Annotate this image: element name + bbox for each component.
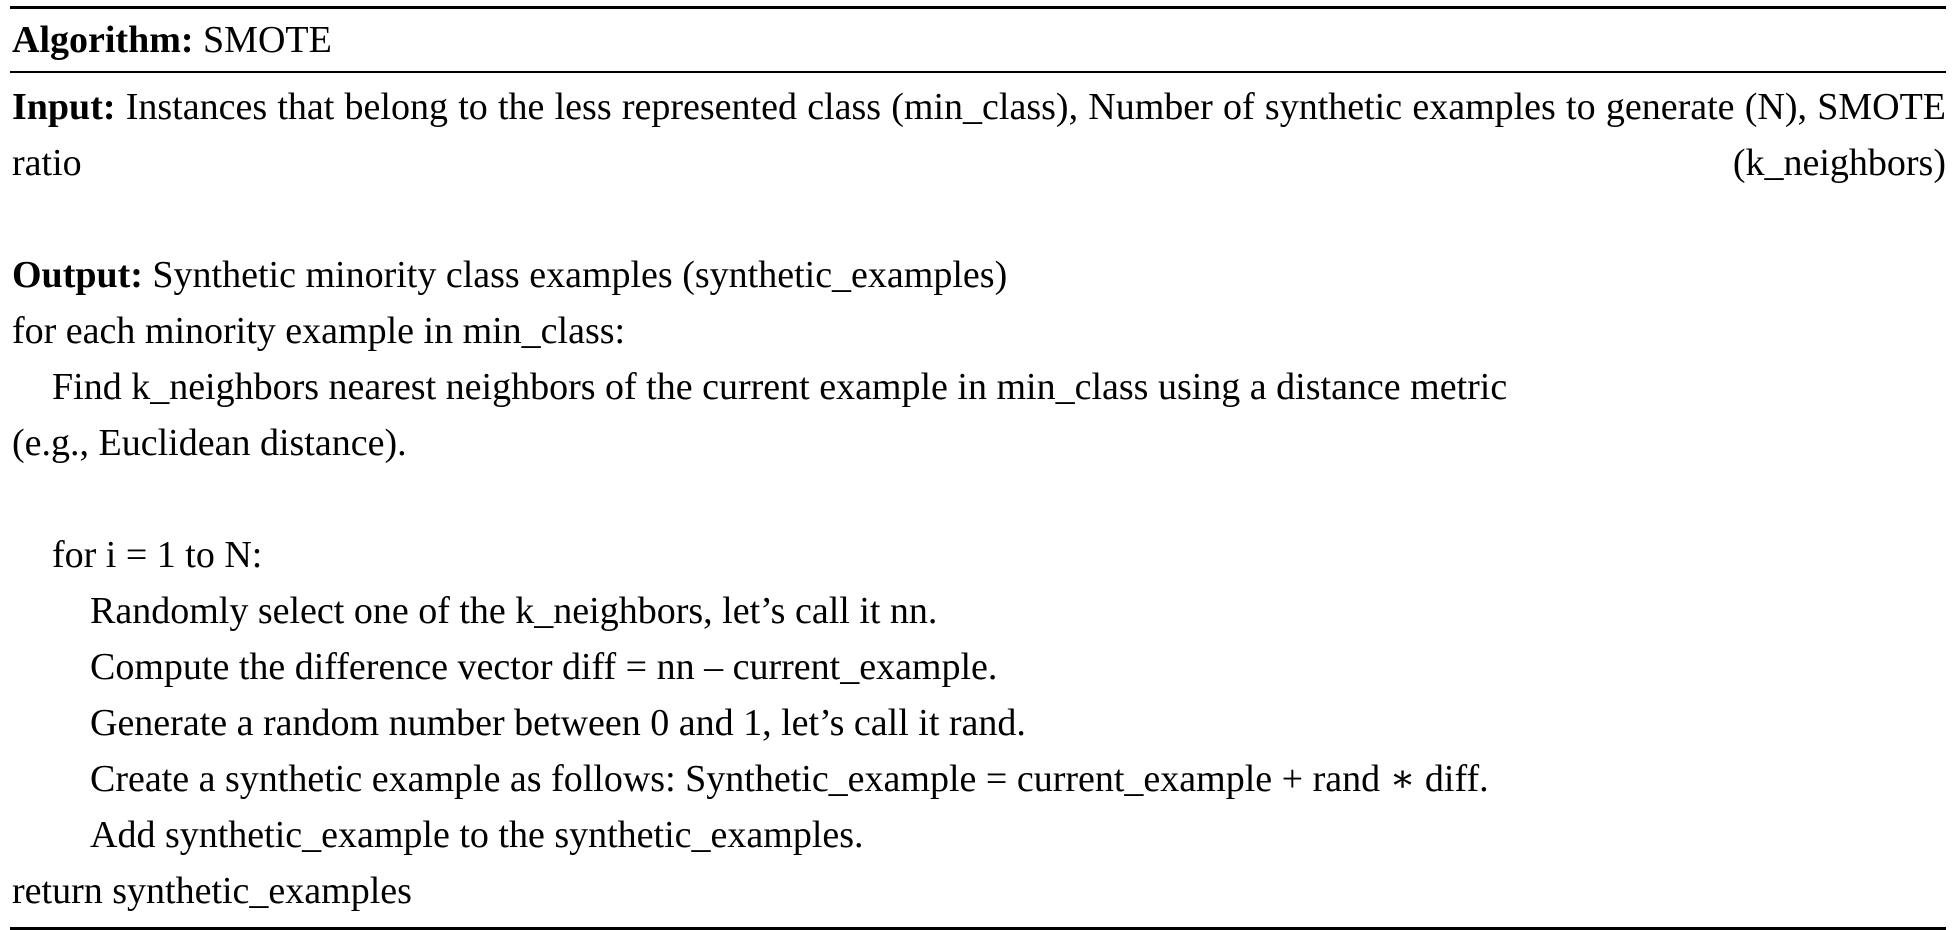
step-generate-rand bbox=[12, 695, 1946, 751]
output-line bbox=[12, 247, 1946, 303]
output-text: Synthetic minority class examples (synthetic_examples) bbox=[152, 254, 1008, 296]
algorithm-block bbox=[0, 6, 1954, 930]
step-for-each bbox=[12, 303, 1946, 359]
step-text: return synthetic_examples bbox=[12, 870, 412, 912]
step-return bbox=[12, 863, 1946, 919]
step-compute-diff bbox=[12, 639, 1946, 695]
step-find-neighbors bbox=[12, 359, 1946, 527]
step-text: Randomly select one of the k_neighbors, let’s call it nn. bbox=[90, 590, 938, 632]
step-text: Generate a random number between 0 and 1, let’s call it rand. bbox=[90, 702, 1026, 744]
step-text: Find k_neighbors nearest neighbors of the current example in min_class using a distance metric bbox=[52, 366, 1508, 408]
step-text: for each minority example in min_class: bbox=[12, 310, 626, 352]
step-text: Compute the difference vector diff = nn – current_example. bbox=[90, 646, 998, 688]
step-text-continuation: (e.g., Euclidean distance). bbox=[12, 422, 407, 464]
input-text: Instances that belong to the less represented class (min_class), Number of synthetic examples to generate (N), SMOTE ratio (k_neighbors) bbox=[12, 86, 1947, 184]
step-text: for i = 1 to N: bbox=[52, 534, 263, 576]
step-random-select bbox=[12, 583, 1946, 639]
algorithm-title bbox=[10, 9, 1946, 71]
step-text: Add synthetic_example to the synthetic_examples. bbox=[90, 814, 864, 856]
algorithm-body bbox=[10, 73, 1946, 927]
step-add-synthetic bbox=[12, 807, 1946, 863]
algorithm-name: SMOTE bbox=[203, 19, 332, 61]
step-for-i bbox=[12, 527, 1946, 583]
step-text: Create a synthetic example as follows: Synthetic_example = current_example + rand ∗ diff. bbox=[90, 758, 1489, 800]
output-label: Output: bbox=[12, 254, 143, 296]
algorithm-label: Algorithm: bbox=[12, 19, 194, 61]
input-line bbox=[12, 79, 1946, 247]
step-create-synthetic bbox=[12, 751, 1946, 807]
input-label: Input: bbox=[12, 86, 116, 128]
